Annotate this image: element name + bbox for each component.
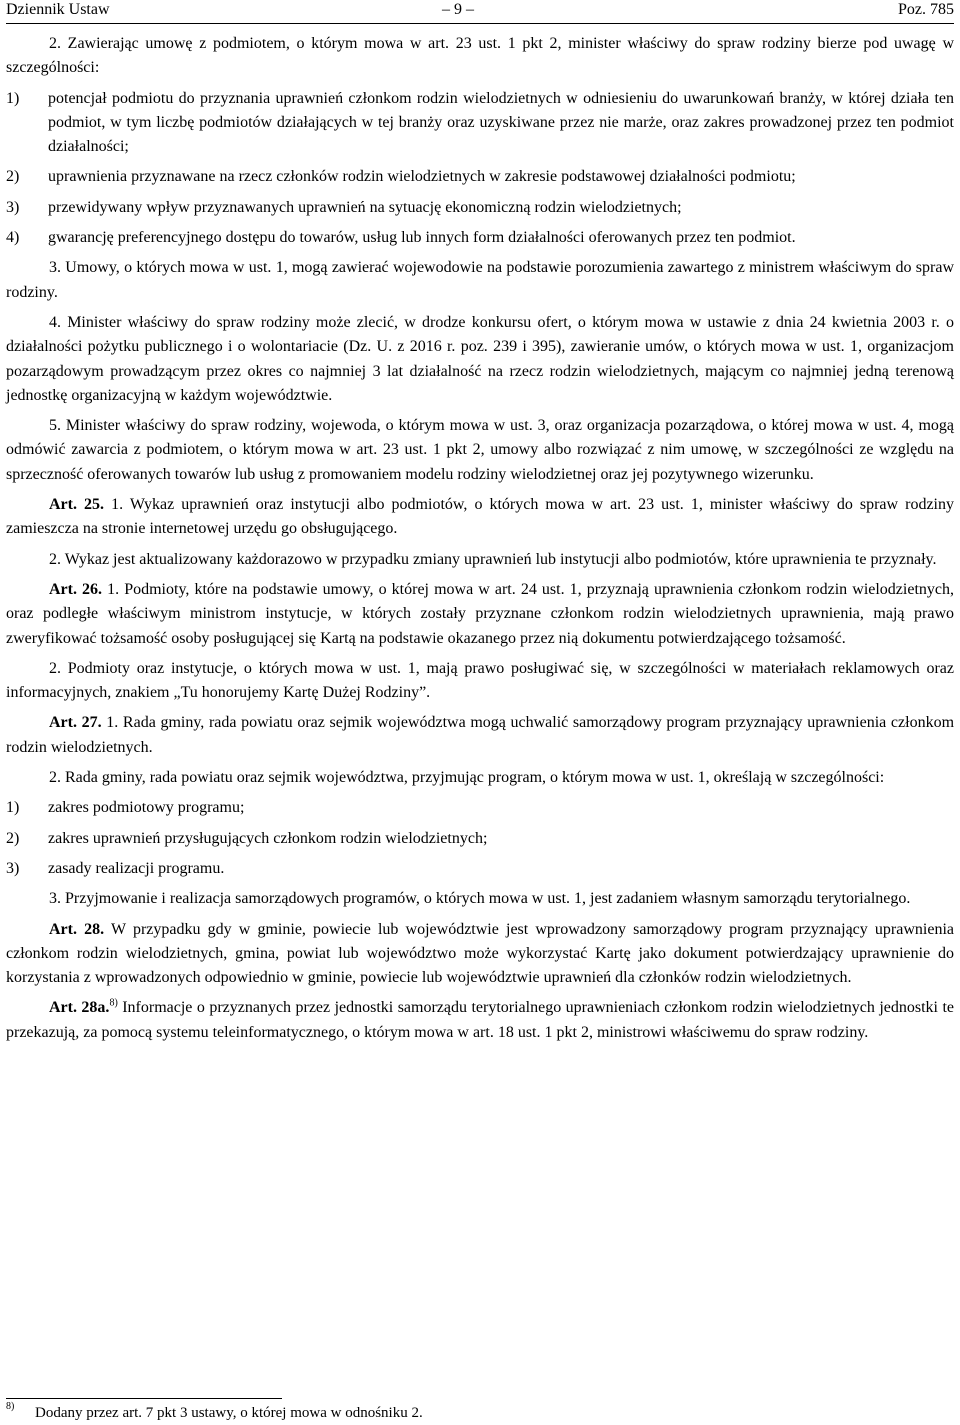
paragraph-text: 2. Podmioty oraz instytucje, o których mowa w ust. 1, mają prawo posługiwać się, w szczególności w materiałach reklamowych oraz informacyjnych, znakiem „Tu honorujemy Kartę Dużej Rodziny”.	[6, 659, 954, 702]
article-paragraph	[6, 578, 954, 651]
list-item-text: zasady realizacji programu.	[48, 859, 225, 877]
document-body	[6, 32, 954, 1051]
paragraph	[6, 766, 954, 790]
paragraph	[6, 311, 954, 408]
paragraph	[6, 887, 954, 911]
list-item-number: 1)	[6, 89, 20, 107]
paragraph	[6, 548, 954, 572]
list-item-number: 4)	[6, 229, 20, 247]
footnote-marker: 8)	[6, 1401, 15, 1412]
list-item	[6, 857, 954, 881]
footnote-text: Dodany przez art. 7 pkt 3 ustawy, o której mowa w odnośniku 2.	[35, 1405, 423, 1421]
list-item-number: 1)	[6, 799, 20, 817]
list-item-text: zakres uprawnień przysługujących członkom rodzin wielodzietnych;	[48, 829, 488, 847]
article-number: Art. 26.	[49, 580, 103, 598]
article-number: Art. 28a.	[49, 999, 110, 1017]
paragraph-text: 1. Podmioty, które na podstawie umowy, o której mowa w art. 24 ust. 1, przyznają uprawnienia członkom rodzin wielodzietnych, oraz podległe właściwym ministrom instytucje, w których zostały przyznane członkom rodzin wielodzietnych uprawnienia, mają prawo zweryfikować tożsamość osoby posługującej się Kartą na podstawie okazanego przez nią dokumentu potwierdzającego tożsamość.	[6, 580, 955, 647]
paragraph-text: 1. Rada gminy, rada powiatu oraz sejmik województwa mogą uchwalić samorządowy program przyznający uprawnienia członkom rodzin wielodzietnych.	[6, 714, 955, 756]
list-item-text: przewidywany wpływ przyznawanych uprawnień na sytuację ekonomiczną rodzin wielodzietnych;	[48, 198, 682, 216]
list-item	[6, 827, 954, 851]
list-item	[6, 226, 954, 250]
paragraph-text: 1. Wykaz uprawnień oraz instytucji albo podmiotów, o których mowa w art. 23 ust. 1, minister właściwy do spraw rodziny zamieszcza na stronie internetowej urzędu go obsługującego.	[6, 496, 954, 538]
article-number: Art. 25.	[49, 496, 105, 514]
footnote-reference: 8)	[109, 998, 118, 1010]
article-number: Art. 27.	[49, 714, 102, 732]
paragraph	[6, 256, 954, 305]
list-item-number: 3)	[6, 198, 20, 216]
article-paragraph	[6, 711, 954, 760]
list-item	[6, 87, 954, 160]
paragraph-text: W przypadku gdy w gminie, powiecie lub województwie jest wprowadzony samorządowy program przyznający uprawnienia członkom rodzin wielodzietnych, gmina, powiat lub województwo może wykorzystać Kartę jako dokument potwierdzający uprawnienie do korzystania z wprowadzonych odpowiednio w gminie, powiecie lub województwie uprawnień dla członków rodzin wielodzietnych.	[6, 920, 955, 987]
paragraph	[6, 32, 954, 81]
article-paragraph	[6, 493, 954, 542]
paragraph-text: 2. Wykaz jest aktualizowany każdorazowo w przypadku zmiany uprawnień lub instytucji albo podmiotów, które uprawnienia te przyznały.	[49, 550, 937, 568]
list-item	[6, 165, 954, 189]
article-number: Art. 28.	[49, 920, 105, 938]
article-paragraph	[6, 918, 954, 991]
footnote-divider	[6, 1398, 282, 1399]
list-item-text: zakres podmiotowy programu;	[48, 799, 245, 817]
paragraph-text: 2. Rada gminy, rada powiatu oraz sejmik województwa, przyjmując program, o którym mowa w ust. 1, określają w szczególności:	[49, 769, 885, 787]
paragraph-text: 3. Przyjmowanie i realizacja samorządowych programów, o których mowa w ust. 1, jest zadaniem własnym samorządu terytorialnego.	[49, 890, 911, 908]
list-item	[6, 796, 954, 820]
list-item-text: gwarancję preferencyjnego dostępu do towarów, usług lub innych form działalności oferowanych przez ten podmiot.	[48, 229, 796, 247]
position-number: Poz. 785	[898, 1, 954, 18]
list-item-number: 2)	[6, 168, 20, 186]
paragraph-text: 5. Minister właściwy do spraw rodziny, wojewoda, o którym mowa w ust. 3, oraz organizacja pozarządowa, o której mowa w ust. 4, mogą odmówić zawarcia z podmiotem, o którym mowa w art. 23 ust. 1 pkt 2, umowy albo rozwiązać z nim umowę, w szczególności ze względu na sprzeczność oferowanych towarów lub usług z promowaniem modelu rodziny wielodzietnej oraz jej pozytywnego wizerunku.	[6, 417, 954, 483]
paragraph-text: 3. Umowy, o których mowa w ust. 1, mogą zawierać wojewodowie na podstawie porozumienia zawartego z ministrem właściwym do spraw rodziny.	[6, 259, 954, 301]
paragraph-text: Informacje o przyznanych przez jednostki samorządu terytorialnego uprawnieniach członkom rodzin wielodzietnych jednostki te przekazują, za pomocą systemu teleinformatycznego, o którym mowa w art. 18 ust. 1 pkt 2, ministrowi właściwemu do spraw rodziny.	[6, 999, 955, 1041]
list-item-number: 2)	[6, 829, 20, 847]
paragraph	[6, 414, 954, 487]
list-item-text: uprawnienia przyznawane na rzecz członków rodzin wielodzietnych w zakresie podstawowej działalności podmiotu;	[48, 168, 796, 186]
paragraph-text: 4. Minister właściwy do spraw rodziny może zlecić, w drodze konkursu ofert, o którym mowa w ustawie z dnia 24 kwietnia 2003 r. o działalności pożytku publicznego i o wolontariacie (Dz. U. z 2016 r. poz. 239 i 395), zawieranie umów, o których mowa w ust. 1, organizacjom pozarządowym prowadzącym przez okres co najmniej 3 lat działalność na rzecz rodzin wielodzietnych, mającym co najmniej jedną terenową jednostkę organizacyjną w każdym województwie.	[6, 313, 954, 404]
list-item-number: 3)	[6, 859, 20, 877]
list-item-text: potencjał podmiotu do przyznania uprawnień członkom rodzin wielodzietnych w odniesieniu do uwarunkowań branży, w której działa ten podmiot, w tym liczbę podmiotów działających w tej branży oraz uzyskiwane przez nie marże, oraz zakres prowadzonej przez ten podmiot działalności;	[48, 89, 954, 156]
paragraph-text: 2. Zawierając umowę z podmiotem, o którym mowa w art. 23 ust. 1 pkt 2, minister właściwy do spraw rodziny bierze pod uwagę w szczególności:	[6, 35, 954, 77]
page-number: – 9 –	[442, 1, 474, 18]
article-paragraph	[6, 996, 954, 1045]
journal-title: Dziennik Ustaw	[6, 1, 110, 18]
page-header	[6, 0, 954, 24]
paragraph	[6, 657, 954, 706]
list-item	[6, 196, 954, 220]
